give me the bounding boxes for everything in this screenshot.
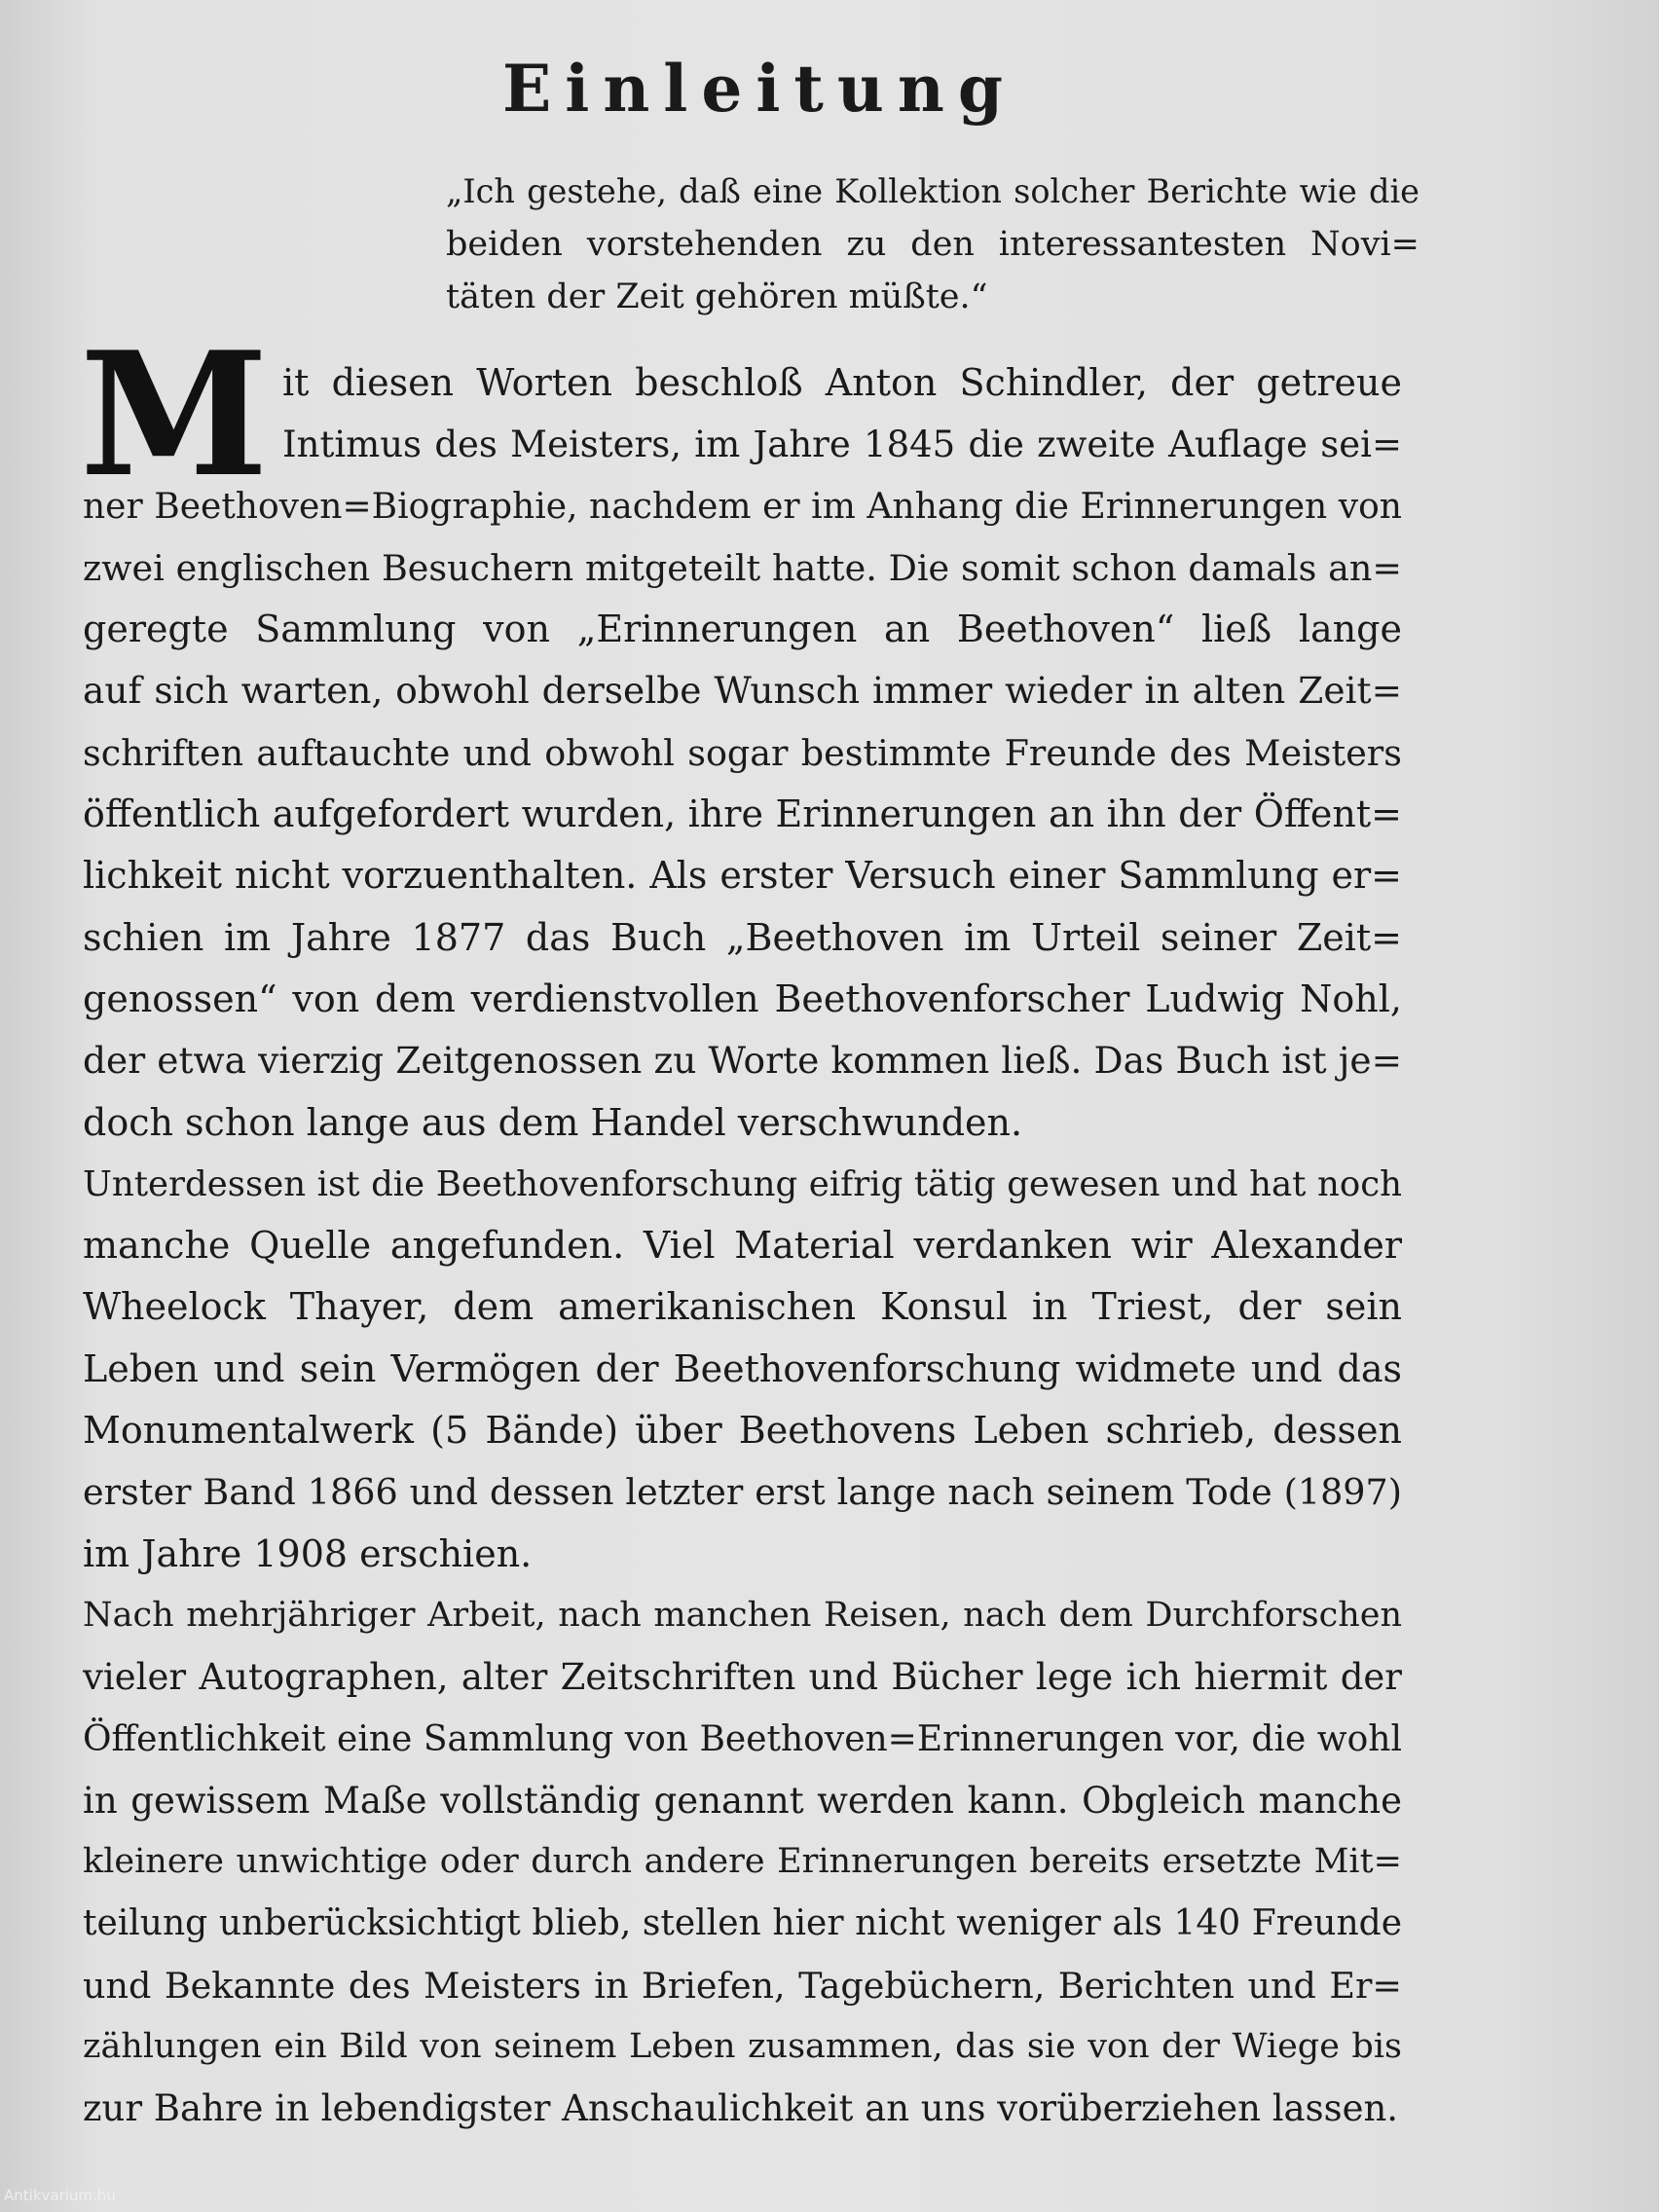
- drop-cap: M: [80, 315, 269, 515]
- body-line: auf sich warten, obwohl derselbe Wunsch immer wieder in alten Zeit=: [83, 669, 1402, 713]
- watermark: Antikvarium.hu: [4, 2187, 116, 2204]
- page-title: Einleitung: [501, 51, 1017, 127]
- body-line: schien im Jahre 1877 das Buch „Beethoven im Urteil seiner Zeit=: [83, 915, 1402, 959]
- epigraph-quote: [446, 166, 1419, 323]
- body-line: Monumentalwerk (5 Bände) über Beethovens Leben schrieb, dessen: [83, 1409, 1402, 1453]
- body-line: doch schon lange aus dem Handel verschwunden.: [83, 1100, 1023, 1144]
- epigraph-line: beiden vorstehenden zu den interessantesten Novi=: [446, 225, 1419, 264]
- body-line: Öffentlichkeit eine Sammlung von Beethoven=Erinnerungen vor, die wohl: [83, 1718, 1402, 1759]
- body-line: ner Beethoven=Biographie, nachdem er im Anhang die Erinnerungen von: [83, 486, 1402, 527]
- body-line: öffentlich aufgefordert wurden, ihre Erinnerungen an ihn der Öffent=: [83, 793, 1402, 836]
- body-line: it diesen Worten beschloß Anton Schindler, der getreue: [282, 361, 1402, 404]
- body-line: Unterdessen ist die Beethovenforschung eifrig tätig gewesen und hat noch: [83, 1163, 1402, 1204]
- body-line: Leben und sein Vermögen der Beethovenforschung widmete und das: [83, 1346, 1402, 1390]
- body-line: zwei englischen Besuchern mitgeteilt hatte. Die somit schon damals an=: [83, 546, 1402, 589]
- body-line: lichkeit nicht vorzuenthalten. Als erster Versuch einer Sammlung er=: [83, 854, 1402, 898]
- body-line: in gewissem Maße vollständig genannt werden kann. Obgleich manche: [83, 1779, 1402, 1822]
- body-line: erster Band 1866 und dessen letzter erst lange nach seinem Tode (1897): [83, 1471, 1402, 1514]
- body-line: im Jahre 1908 erschien.: [83, 1531, 533, 1575]
- body-line: vieler Autographen, alter Zeitschriften und Bücher lege ich hiermit der: [83, 1656, 1402, 1699]
- body-line: geregte Sammlung von „Erinnerungen an Beethoven“ ließ lange: [83, 608, 1402, 651]
- epigraph-line: „Ich gestehe, daß eine Kollektion solcher Berichte wie die: [446, 172, 1419, 210]
- body-line: manche Quelle angefunden. Viel Material verdanken wir Alexander: [83, 1224, 1402, 1268]
- epigraph-line: täten der Zeit gehören müßte.“: [446, 277, 988, 316]
- body-line: genossen“ von dem verdienstvollen Beethovenforscher Ludwig Nohl,: [83, 977, 1402, 1020]
- body-line: Wheelock Thayer, dem amerikanischen Konsul in Triest, der sein: [83, 1285, 1402, 1329]
- body-line: zur Bahre in lebendigster Anschaulichkeit an uns vorüberziehen lassen.: [83, 2087, 1399, 2130]
- body-line: teilung unberücksichtigt blieb, stellen hier nicht weniger als 140 Freunde: [83, 1903, 1402, 1944]
- body-line: und Bekannte des Meisters in Briefen, Tagebüchern, Berichten und Er=: [83, 1964, 1402, 2007]
- body-line: zählungen ein Bild von seinem Leben zusammen, das sie von der Wiege bis: [83, 2027, 1402, 2067]
- body-line: schriften auftauchte und obwohl sogar bestimmte Freunde des Meisters: [83, 731, 1402, 774]
- body-line: Nach mehrjähriger Arbeit, nach manchen Reisen, nach dem Durchforschen: [83, 1595, 1402, 1635]
- body-line: Intimus des Meisters, im Jahre 1845 die zweite Auflage sei=: [282, 424, 1402, 466]
- body-line: kleinere unwichtige oder durch andere Erinnerungen bereits ersetzte Mit=: [83, 1842, 1402, 1882]
- body-line: der etwa vierzig Zeitgenossen zu Worte kommen ließ. Das Buch ist je=: [83, 1039, 1402, 1083]
- body-text: [83, 352, 1402, 2140]
